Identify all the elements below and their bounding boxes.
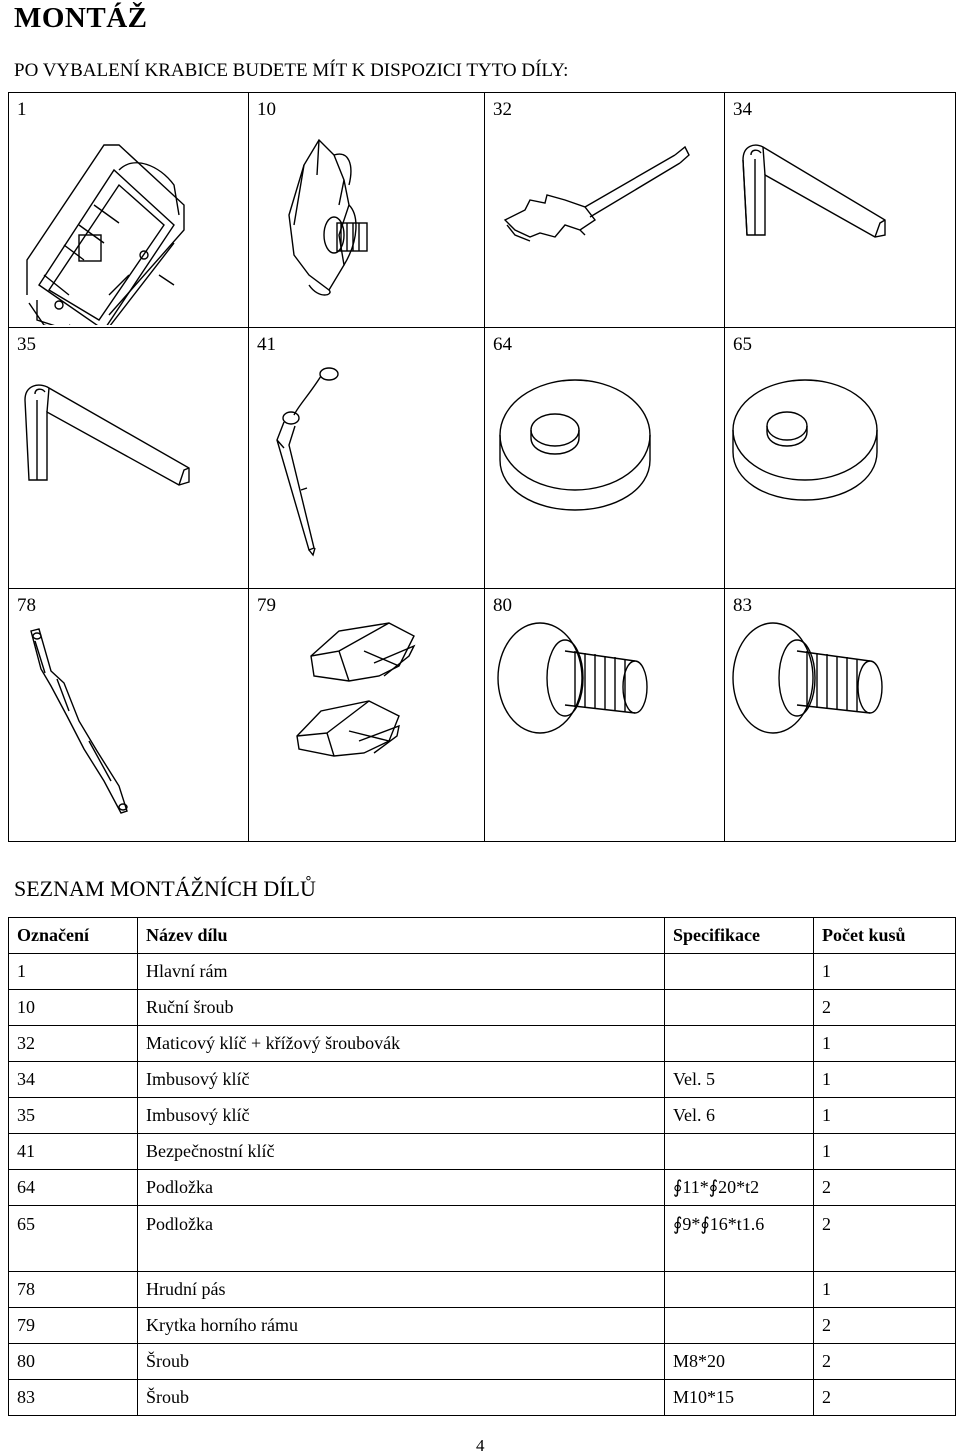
- cell-spec: [665, 990, 814, 1026]
- washer-icon: [485, 360, 725, 585]
- part-number: 35: [17, 334, 36, 355]
- cell-id: 34: [9, 1062, 138, 1098]
- cell-qty: 2: [814, 1380, 956, 1416]
- cell-name: Hrudní pás: [138, 1272, 665, 1308]
- cell-id: 32: [9, 1026, 138, 1062]
- cell-spec: ∮9*∮16*t1.6: [665, 1206, 814, 1272]
- cell-name: Bezpečnostní klíč: [138, 1134, 665, 1170]
- cell-id: 10: [9, 990, 138, 1026]
- table-row: [9, 1134, 956, 1170]
- parts-grid: [8, 92, 956, 842]
- frame-cover-icon: [249, 621, 485, 841]
- cell-qty: 1: [814, 1134, 956, 1170]
- part-number: 83: [733, 595, 752, 616]
- hex-key-icon: [9, 360, 249, 585]
- part-cell-32: [485, 93, 725, 328]
- part-cell-34: [725, 93, 955, 328]
- part-number: 65: [733, 334, 752, 355]
- cell-qty: 2: [814, 1344, 956, 1380]
- header-id: Označení: [9, 918, 138, 954]
- part-number: 79: [257, 595, 276, 616]
- cell-spec: Vel. 5: [665, 1062, 814, 1098]
- cell-spec: [665, 1308, 814, 1344]
- table-row: [9, 1098, 956, 1134]
- cell-qty: 2: [814, 1308, 956, 1344]
- parts-table: [8, 917, 956, 1416]
- cell-id: 64: [9, 1170, 138, 1206]
- cell-id: 41: [9, 1134, 138, 1170]
- hand-screw-icon: [249, 125, 485, 325]
- part-cell-80: [485, 589, 725, 841]
- bolt-icon: [725, 621, 955, 841]
- cell-name: Hlavní rám: [138, 954, 665, 990]
- part-number: 41: [257, 334, 276, 355]
- main-frame-icon: [9, 125, 249, 325]
- table-row: [9, 954, 956, 990]
- safety-key-icon: [249, 360, 485, 585]
- part-number: 10: [257, 99, 276, 120]
- cell-name: Imbusový klíč: [138, 1098, 665, 1134]
- part-cell-10: [249, 93, 485, 328]
- cell-id: 80: [9, 1344, 138, 1380]
- cell-name: Maticový klíč + křížový šroubovák: [138, 1026, 665, 1062]
- cell-qty: 1: [814, 1026, 956, 1062]
- table-row: [9, 1344, 956, 1380]
- part-number: 34: [733, 99, 752, 120]
- section-title: SEZNAM MONTÁŽNÍCH DÍLŮ: [14, 876, 316, 901]
- cell-qty: 2: [814, 1170, 956, 1206]
- part-number: 78: [17, 595, 36, 616]
- cell-spec: ∮11*∮20*t2: [665, 1170, 814, 1206]
- table-row: [9, 1062, 956, 1098]
- cell-name: Ruční šroub: [138, 990, 665, 1026]
- cell-name: Podložka: [138, 1206, 665, 1272]
- cell-spec: M10*15: [665, 1380, 814, 1416]
- cell-spec: [665, 1026, 814, 1062]
- cell-id: 1: [9, 954, 138, 990]
- cell-id: 35: [9, 1098, 138, 1134]
- chest-strap-icon: [9, 621, 249, 841]
- cell-name: Imbusový klíč: [138, 1062, 665, 1098]
- table-row: [9, 1308, 956, 1344]
- hex-key-icon: [725, 125, 955, 325]
- part-cell-83: [725, 589, 955, 841]
- table-row: [9, 990, 956, 1026]
- cell-spec: M8*20: [665, 1344, 814, 1380]
- table-row: [9, 1206, 956, 1272]
- table-row: [9, 1380, 956, 1416]
- part-cell-79: [249, 589, 485, 841]
- page-number: 4: [476, 1436, 485, 1455]
- washer-icon: [725, 360, 955, 585]
- part-cell-65: [725, 328, 955, 589]
- header-qty: Počet kusů: [814, 918, 956, 954]
- cell-spec: Vel. 6: [665, 1098, 814, 1134]
- page-title: MONTÁŽ: [14, 2, 148, 34]
- header-name: Název dílu: [138, 918, 665, 954]
- cell-qty: 1: [814, 954, 956, 990]
- part-cell-1: [9, 93, 249, 328]
- cell-name: Šroub: [138, 1380, 665, 1416]
- part-number: 80: [493, 595, 512, 616]
- cell-id: 65: [9, 1206, 138, 1272]
- table-row: [9, 1026, 956, 1062]
- table-row: [9, 1272, 956, 1308]
- cell-qty: 2: [814, 990, 956, 1026]
- cell-qty: 2: [814, 1206, 956, 1272]
- cell-spec: [665, 1134, 814, 1170]
- cell-qty: 1: [814, 1098, 956, 1134]
- page-subtitle: PO VYBALENÍ KRABICE BUDETE MÍT K DISPOZICI TYTO DÍLY:: [14, 60, 569, 81]
- part-number: 32: [493, 99, 512, 120]
- part-cell-35: [9, 328, 249, 589]
- cell-qty: 1: [814, 1062, 956, 1098]
- cell-name: Krytka horního rámu: [138, 1308, 665, 1344]
- part-number: 1: [17, 99, 27, 120]
- wrench-screwdriver-icon: [485, 125, 725, 325]
- cell-name: Šroub: [138, 1344, 665, 1380]
- cell-id: 78: [9, 1272, 138, 1308]
- part-cell-78: [9, 589, 249, 841]
- cell-qty: 1: [814, 1272, 956, 1308]
- bolt-icon: [485, 621, 725, 841]
- part-cell-41: [249, 328, 485, 589]
- table-row: [9, 1170, 956, 1206]
- part-cell-64: [485, 328, 725, 589]
- header-spec: Specifikace: [665, 918, 814, 954]
- part-number: 64: [493, 334, 512, 355]
- table-header-row: [9, 918, 956, 954]
- cell-id: 79: [9, 1308, 138, 1344]
- cell-id: 83: [9, 1380, 138, 1416]
- cell-spec: [665, 954, 814, 990]
- cell-spec: [665, 1272, 814, 1308]
- cell-name: Podložka: [138, 1170, 665, 1206]
